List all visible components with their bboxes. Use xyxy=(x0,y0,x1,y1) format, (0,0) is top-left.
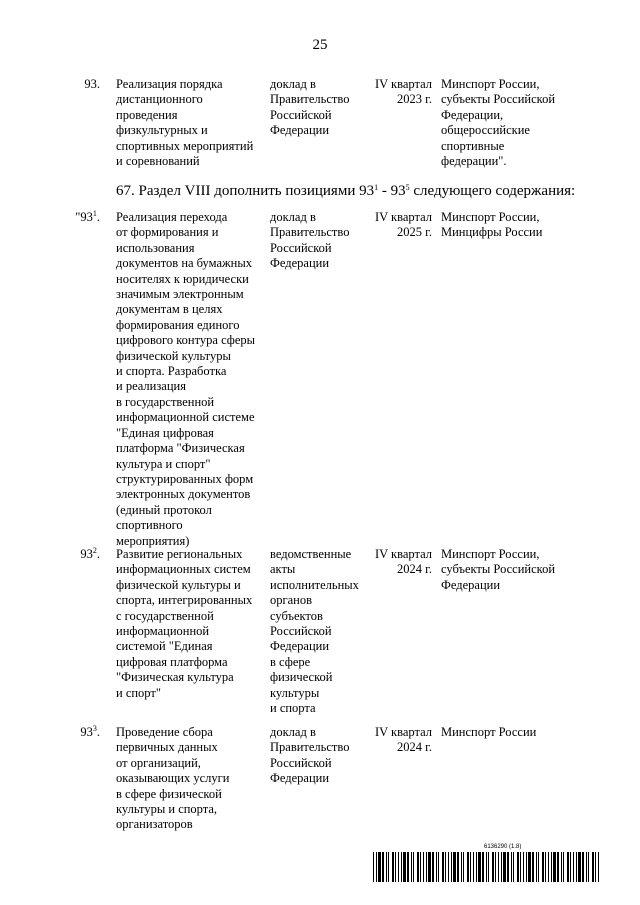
row-number xyxy=(66,210,100,225)
barcode-bar xyxy=(520,852,521,882)
barcode-bar xyxy=(561,852,562,882)
row-number xyxy=(66,725,100,740)
row-name: Реализация порядка дистанционного проведения физкультурных и спортивных мероприятий и соревнований xyxy=(116,77,254,169)
barcode-bar xyxy=(436,852,437,882)
heading-text-post: следующего содержания: xyxy=(409,183,576,199)
barcode-bar xyxy=(392,852,394,882)
barcode-bar xyxy=(382,852,384,882)
barcode-bar xyxy=(473,852,474,882)
barcode-bar xyxy=(423,852,424,882)
barcode xyxy=(373,852,603,882)
row-executors: Минспорт России, субъекты Российской Федерации xyxy=(441,547,556,592)
barcode-bar xyxy=(545,852,546,882)
barcode-bar xyxy=(411,852,412,882)
row-term: IV квартал 2024 г. xyxy=(374,725,432,755)
barcode-bar xyxy=(378,852,381,882)
barcode-bar xyxy=(495,852,496,882)
barcode-bar xyxy=(586,852,587,882)
barcode-bar xyxy=(401,852,402,882)
row-number-sup: 1 xyxy=(92,209,97,218)
barcode-bar xyxy=(432,852,434,882)
barcode-bar xyxy=(507,852,509,882)
row-number-text: 93 xyxy=(80,547,93,561)
barcode-bar xyxy=(488,852,489,882)
barcode-bar xyxy=(395,852,396,882)
barcode-bar xyxy=(588,852,589,882)
barcode-bar xyxy=(403,852,406,882)
barcode-bar xyxy=(461,852,462,882)
barcode-bar xyxy=(398,852,399,882)
barcode-bar xyxy=(567,852,569,882)
row-number-sup: 3 xyxy=(92,724,97,733)
barcode-bar xyxy=(598,852,599,882)
heading-text-mid: - 93 xyxy=(378,183,406,199)
barcode-bar xyxy=(428,852,431,882)
row-number-suffix: . xyxy=(96,210,100,224)
barcode-bar xyxy=(592,852,594,882)
barcode-bar xyxy=(578,852,581,882)
barcode-bar xyxy=(557,852,559,882)
row-number-sup: 2 xyxy=(92,546,97,555)
row-name: Проведение сбора первичных данных от организаций, оказывающих услуги в сфере физической культуры и спорта, организаторов xyxy=(116,725,230,832)
barcode-bar xyxy=(570,852,571,882)
heading-sup-1: 1 xyxy=(374,183,379,192)
heading-sup-2: 5 xyxy=(405,183,410,192)
barcode-bar xyxy=(457,852,459,882)
barcode-bar xyxy=(501,852,502,882)
barcode-bar xyxy=(407,852,409,882)
row-document: доклад в Правительство Российской Федерации xyxy=(270,725,350,786)
barcode-bar xyxy=(442,852,444,882)
row-term: IV квартал 2023 г. xyxy=(374,77,432,107)
row-number-suffix: . xyxy=(96,547,100,561)
page-number: 25 xyxy=(312,37,328,53)
barcode-bar xyxy=(482,852,484,882)
barcode-bar xyxy=(498,852,499,882)
barcode-bar xyxy=(426,852,427,882)
row-term: IV квартал 2024 г. xyxy=(374,547,432,577)
barcode-bar xyxy=(551,852,552,882)
barcode-bar xyxy=(511,852,512,882)
barcode-bar xyxy=(582,852,584,882)
section-heading xyxy=(116,182,575,200)
row-executors: Минспорт России, субъекты Российской Федерации, общероссийские спортивные федерации". xyxy=(441,77,556,169)
barcode-bar xyxy=(417,852,419,882)
row-name: Развитие региональных информационных систем физической культуры и спорта, интегрированных с государственной информационной системой "Единая цифровая платформа "Физическая культура и спорт" xyxy=(116,547,253,700)
barcode-bar xyxy=(476,852,477,882)
barcode-bar xyxy=(453,852,456,882)
row-document: доклад в Правительство Российской Федерации xyxy=(270,77,350,138)
barcode-bar xyxy=(470,852,471,882)
barcode-bar xyxy=(523,852,524,882)
row-number-text: "93 xyxy=(75,210,93,224)
barcode-bar xyxy=(503,852,506,882)
barcode-bar xyxy=(438,852,439,882)
heading-text-pre: 67. Раздел VIII дополнить позициями 93 xyxy=(116,183,375,199)
barcode-bar xyxy=(386,852,387,882)
row-document: доклад в Правительство Российской Федерации xyxy=(270,210,350,271)
barcode-bar xyxy=(528,852,531,882)
barcode-bar xyxy=(532,852,534,882)
row-document: ведомственные акты исполнительных органов субъектов Российской Федерации в сфере физической культуры и спорта xyxy=(270,547,359,716)
row-term: IV квартал 2025 г. xyxy=(374,210,432,240)
barcode-bar xyxy=(553,852,556,882)
barcode-bar xyxy=(595,852,596,882)
row-number-text: 93 xyxy=(80,725,93,739)
row-executors: Минспорт России, Минцифры России xyxy=(441,210,543,240)
barcode-bar xyxy=(563,852,564,882)
barcode-bar xyxy=(538,852,539,882)
barcode-bar xyxy=(478,852,481,882)
barcode-bar xyxy=(420,852,421,882)
row-executors: Минспорт России xyxy=(441,725,537,739)
barcode-bar xyxy=(576,852,577,882)
barcode-bar xyxy=(486,852,487,882)
barcode-bar xyxy=(542,852,544,882)
barcode-bar xyxy=(451,852,452,882)
barcode-bar xyxy=(463,852,464,882)
barcode-bar xyxy=(492,852,494,882)
barcode-bar xyxy=(373,852,374,882)
barcode-bar xyxy=(467,852,469,882)
row-number xyxy=(66,547,100,562)
row-number-text: 93. xyxy=(84,77,100,91)
row-number-suffix: . xyxy=(96,725,100,739)
barcode-bar xyxy=(573,852,574,882)
barcode-bar xyxy=(536,852,537,882)
barcode-bar xyxy=(413,852,414,882)
barcode-bar xyxy=(376,852,377,882)
barcode-bar xyxy=(526,852,527,882)
row-number xyxy=(66,77,100,92)
barcode-bar xyxy=(548,852,549,882)
barcode-bar xyxy=(448,852,449,882)
row-name: Реализация перехода от формирования и использования документов на бумажных носителях к юридически значимым электронным документам в целях формирования единого цифрового контура сферы физической культуры и спорта. Разработка и реализация в государственной информационной системе "Единая цифровая платформа "Физическая культура и спорт" структурированных форм электронных документов (единый протокол спортивного мероприятия) xyxy=(116,210,256,548)
barcode-bar xyxy=(513,852,514,882)
barcode-label: 6136290 (1.8) xyxy=(484,844,522,850)
barcode-bar xyxy=(388,852,389,882)
barcode-bar xyxy=(445,852,446,882)
barcode-bar xyxy=(517,852,519,882)
